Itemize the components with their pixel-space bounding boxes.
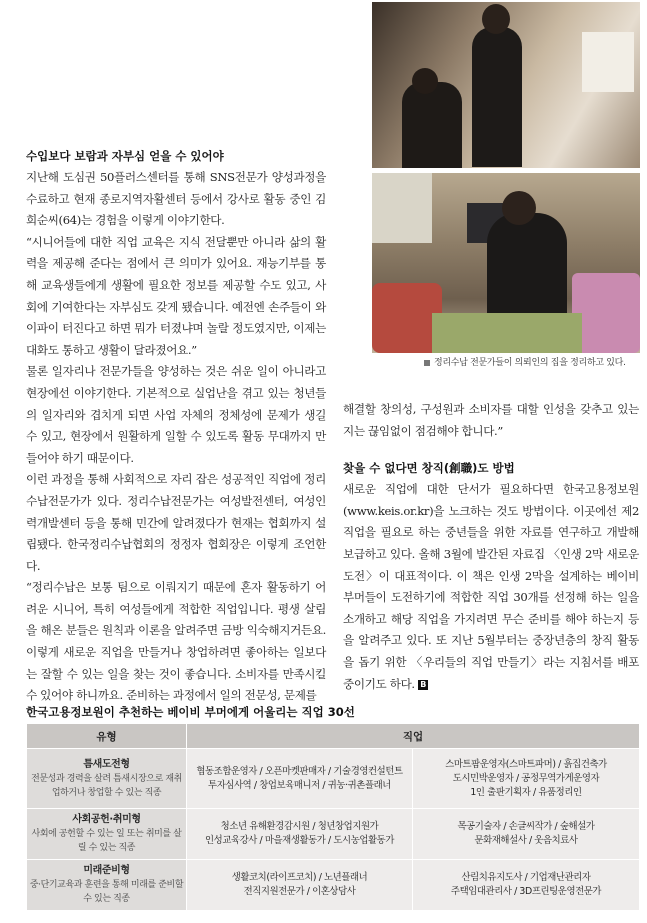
jobs-cell bbox=[187, 860, 413, 911]
type-name: 틈새도전형 bbox=[83, 758, 130, 770]
type-name: 사회공헌·취미형 bbox=[72, 814, 141, 825]
job-line: 목공기술자 / 손글씨작가 / 숲해설가 bbox=[457, 821, 595, 832]
section-heading-reward: 수입보다 보람과 자부심 얻을 수 있어야 bbox=[26, 149, 224, 163]
table-row bbox=[27, 749, 640, 809]
type-desc: 전문성과 경력을 살려 틈새시장으로 재취업하거나 창업할 수 있는 직종 bbox=[31, 773, 182, 798]
jobs-cell bbox=[187, 809, 413, 860]
paragraph: 이런 과정을 통해 사회적으로 자리 잡은 성공적인 직업에 정리수납전문가가 있다. 정리수납전문가는 여성발전센터, 여성인력개발센터 등을 통해 민간에 알려졌다가 현재는 협회까지 설립됐다. 한국정리수납협회의 정정자 협회장은 이렇게 조언한다. bbox=[26, 472, 326, 573]
right-column bbox=[343, 399, 639, 695]
photo-organizers-kitchen bbox=[372, 2, 640, 168]
table-title: 한국고용정보원이 추천하는 베이비 부머에게 어울리는 직업 30선 bbox=[26, 705, 355, 719]
jobs-cell bbox=[187, 749, 413, 809]
job-line: 주택임대관리사 / 3D프린팅운영전문가 bbox=[450, 886, 602, 897]
paragraph: “정리수납은 보통 팀으로 이뤄지기 때문에 혼자 활동하기 어려운 시니어, 특히 여성들에게 적합한 직업입니다. 평생 살림을 해온 분들은 원칙과 이론을 알려주면 금방 익숙해지거든요. 이렇게 새로운 직업을 만들거나 창업하려면 좋아하는 일보다는 잘할 수 있는 일을 찾는 것이 좋습니다. 소비자를 만족시킬 수 있어야 하니까요. 준비하는 과정에서 일의 전문성, 문제를 bbox=[26, 580, 326, 703]
job-line: 1인 출판기획자 / 유품정리인 bbox=[470, 786, 582, 798]
job-line: 전직지원전문가 / 이혼상담사 bbox=[243, 886, 356, 897]
photo-caption: 정리수납 전문가들이 의뢰인의 집을 정리하고 있다. bbox=[424, 355, 640, 368]
job-line: 산림치유지도사 / 기업재난관리자 bbox=[461, 872, 591, 883]
quote-continuation: 해결할 창의성, 구성원과 소비자를 대할 인성을 갖추고 있는지는 끊임없이 점검해야 합니다.” bbox=[343, 402, 639, 438]
paragraph-text: 새로운 직업에 대한 단서가 필요하다면 한국고용정보원(www.keis.or.kr)을 노크하는 것도 방법이다. 이곳에선 제2 직업을 필요로 하는 중년들을 위한 자료를 연구하고 개발해 보급하고 있다. 올해 3월에 발간된 자료집 〈인생 2막 새로운 도전〉이 대표적이다. 이 책은 인생 2막을 설계하는 베이비 부머들이 도전하기에 적합한 직업 30개를 선정해 하는 일을 소개하고 해당 직업을 가지려면 무슨 준비를 해야 하는지 등을 알려주고 있다. 또 지난 5월부터는 중장년층의 창직 활동을 돕기 위한 〈우리들의 직업 만들기〉라는 지침서를 배포 중이기도 하다. bbox=[343, 482, 639, 691]
header-job: 직업 bbox=[187, 724, 640, 749]
type-cell bbox=[27, 809, 187, 860]
header-type: 유형 bbox=[27, 724, 187, 749]
job-line: 인성교육강사 / 마을재생활동가 / 도시농업활동가 bbox=[205, 835, 394, 846]
photo-organizer-folding-clothes bbox=[372, 173, 640, 353]
type-cell bbox=[27, 749, 187, 809]
type-desc: 사회에 공헌할 수 있는 일 또는 취미를 살릴 수 있는 직종 bbox=[31, 829, 182, 853]
paragraph bbox=[343, 479, 639, 695]
jobs-cell bbox=[413, 809, 640, 860]
type-name: 미래준비형 bbox=[83, 865, 130, 876]
paragraph: 물론 일자리나 전문가들을 양성하는 것은 쉬운 일이 아니라고 현장에선 이야기한다. 기본적으로 실업난을 겪고 있는 청년들의 일자리와 겹치게 되면 사업 자체의 정체성에 문제가 생길 수 있고, 현장에서 원활하게 일할 수 있도록 활동 무대까지 만들어야 하기 때문이다. bbox=[26, 364, 326, 465]
paragraph: 지난해 도심권 50플러스센터를 통해 SNS전문가 양성과정을 수료하고 현재 종로지역자활센터 등에서 강사로 활동 중인 김희순씨(64)는 경험을 이렇게 이야기한다. bbox=[26, 170, 326, 228]
jobs-cell bbox=[413, 860, 640, 911]
left-column bbox=[26, 148, 326, 707]
job-line: 협동조합운영자 / 오픈마켓판매자 / 기술경영컨설턴트 bbox=[196, 765, 403, 777]
job-line: 문화재해설사 / 웃음치료사 bbox=[474, 835, 578, 846]
job-line: 스마트팜운영자(스마트파머) / 흙집건축가 bbox=[445, 758, 607, 770]
job-line: 도시민박운영자 / 공정무역가게운영자 bbox=[452, 772, 600, 784]
job-line: 생활코치(라이프코치) / 노년플래너 bbox=[231, 872, 368, 883]
type-cell bbox=[27, 860, 187, 911]
job-line: 청소년 유해환경감시원 / 청년창업지원가 bbox=[220, 821, 379, 832]
section-heading-job-creation: 찾을 수 없다면 창직(創職)도 방법 bbox=[343, 461, 515, 476]
table-row bbox=[27, 860, 640, 911]
type-desc: 중·단기교육과 훈련을 통해 미래를 준비할 수 있는 직종 bbox=[29, 880, 184, 904]
table-row bbox=[27, 809, 640, 860]
jobs-cell bbox=[413, 749, 640, 809]
jobs-table bbox=[26, 723, 640, 911]
end-mark-icon: B bbox=[418, 680, 428, 690]
paragraph: “시니어들에 대한 직업 교육은 지식 전달뿐만 아니라 삶의 활력을 제공해 준다는 점에서 큰 의미가 있어요. 재능기부를 통해 교육생들에게 생활에 필요한 정보를 제공할 수도 있고, 사회에 기여한다는 자부심도 갖게 됐습니다. 예전엔 손주들이 와이파이 터진다고 하면 뭐가 터졌냐며 놀랄 정도였지만, 이제는 대화도 통하고 생활이 달라졌어요.” bbox=[26, 234, 326, 357]
job-line: 투자심사역 / 창업보육매니저 / 귀농·귀촌플래너 bbox=[208, 779, 391, 791]
